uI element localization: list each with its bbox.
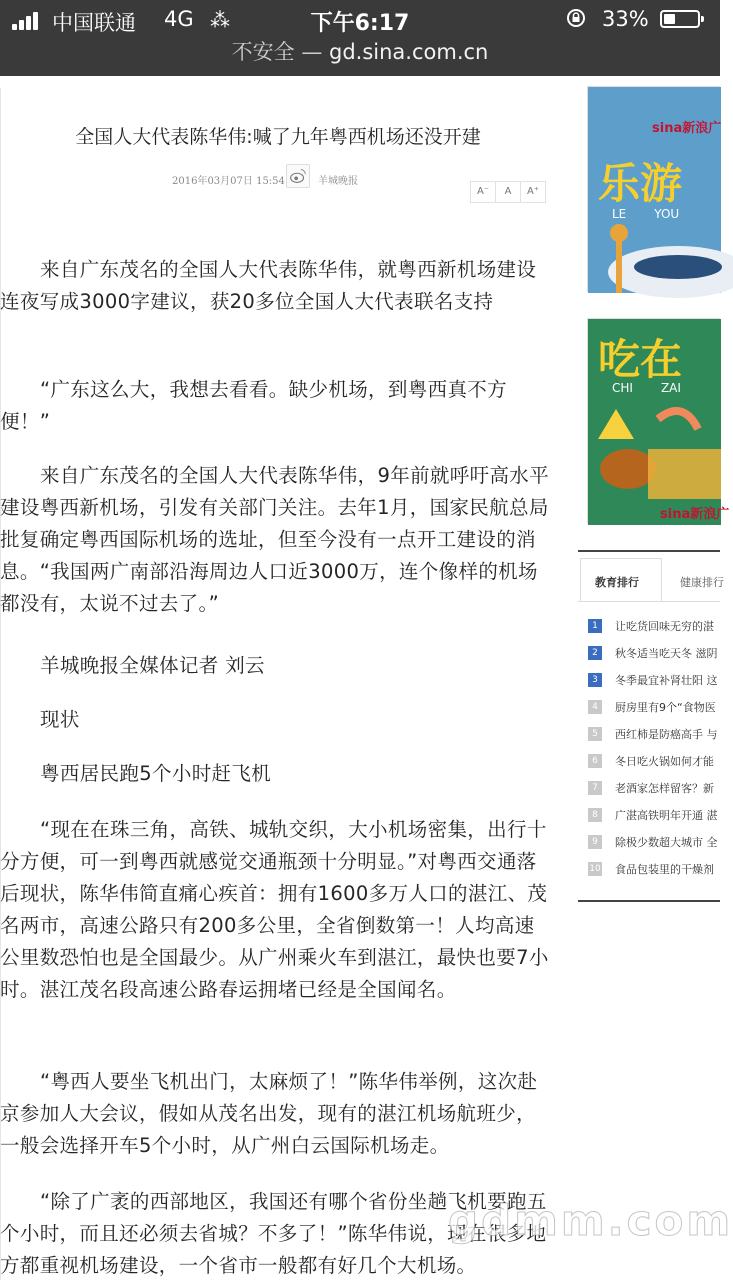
ranking-item[interactable]	[588, 803, 720, 829]
weibo-icon[interactable]	[286, 164, 310, 188]
ranking-item[interactable]	[588, 749, 720, 775]
signal-strength-icon	[12, 12, 46, 30]
rank-title-link[interactable]: 冬日吃火锅如何才能	[615, 755, 714, 768]
rank-title-link[interactable]: 秋冬适当吃天冬 滋阴	[615, 647, 718, 660]
subheading: 粤西居民跑5个小时赶飞机	[40, 762, 272, 785]
battery-icon	[660, 10, 700, 28]
sina-logo: sina新浪广	[660, 507, 730, 522]
article-headline: 全国人大代表陈华伟:喊了九年粤西机场还没开建	[75, 126, 481, 148]
rank-number: 7	[588, 781, 602, 795]
ranking-item[interactable]	[588, 830, 720, 856]
loading-spinner-icon: ⁂	[210, 8, 230, 32]
watermark: gdmm.com	[448, 1196, 733, 1245]
tab-health-ranking[interactable]: 健康排行	[680, 576, 724, 589]
rank-number: 3	[588, 673, 602, 687]
ranking-item[interactable]	[588, 614, 720, 640]
rank-title-link[interactable]: 广湛高铁明年开通 湛	[615, 809, 718, 822]
ranking-item[interactable]	[588, 857, 720, 883]
rank-title-link[interactable]: 老酒家怎样留客？新	[615, 782, 714, 795]
rank-number: 6	[588, 754, 602, 768]
ad-banner-chizai[interactable]	[587, 318, 730, 524]
rank-number: 5	[588, 727, 602, 741]
paragraph: “粤西人要坐飞机出门，太麻烦了！”陈华伟举例，这次赴京参加人大会议，假如从茂名出发，现有的湛江机场航班少，一般会选择开车5个小时，从广州白云国际机场走。	[0, 1070, 538, 1157]
font-size-controls	[471, 181, 546, 203]
paragraph: “现在在珠三角，高铁、城轨交织，大小机场密集，出行十分方便，可一到粤西就感觉交通瓶颈十分明显。”对粤西交通落后现状，陈华伟简直痛心疾首：拥有1600多万人口的湛江、茂名两市，高速公路只有200多公里，全省倒数第一！人均高速公里数恐怕也是全国最少。从广州乘火车到湛江，最快也要7小时。湛江茂名段高速公路春运拥堵已经是全国闻名。	[0, 818, 549, 1001]
pinyin-chi: CHI	[612, 381, 633, 395]
paragraph: “广东这么大，我想去看看。缺少机场，到粤西真不方便！”	[0, 378, 508, 433]
banner-title: 吃在	[598, 335, 683, 384]
rank-title-link[interactable]: 冬季最宜补肾壮阳 这	[615, 674, 718, 687]
paragraph: 来自广东茂名的全国人大代表陈华伟，9年前就呼吁高水平建设粤西新机场，引发有关部门关注。去年1月，国家民航总局批复确定粤西国际机场的选址，但至今没有一点开工建设的消息。“我国两广南部沿海周边人口近3000万，连个像样的机场都没有，太说不过去了。”	[0, 464, 550, 615]
ranking-tabs	[578, 552, 724, 602]
reporter-byline: 羊城晚报全媒体记者 刘云	[40, 654, 265, 677]
font-default-button[interactable]: A	[495, 181, 521, 203]
banner-pinyin	[612, 207, 707, 221]
address-bar[interactable]	[0, 40, 720, 76]
ranking-item[interactable]	[588, 668, 720, 694]
sina-logo: sina新浪广	[652, 121, 722, 136]
ranking-item[interactable]	[588, 722, 720, 748]
paragraph: “除了广袤的西部地区，我国还有哪个省份坐趟飞机要跑五个小时，而且还必须去省城？不多了！”陈华伟说，现在很多地方都重视机场建设，一个省市一般都有好几个大机场。	[0, 1190, 547, 1277]
font-increase-button[interactable]: A⁺	[520, 181, 546, 203]
rank-title-link[interactable]: 厨房里有9个“食物医	[615, 701, 716, 714]
article-source[interactable]: 羊城晚报	[318, 176, 358, 187]
rank-title-link[interactable]: 让吃货回味无穷的湛	[615, 620, 714, 633]
paragraph: 来自广东茂名的全国人大代表陈华伟，就粤西新机场建设连夜写成3000字建议，获20多位全国人大代表联名支持	[0, 258, 537, 313]
rank-number: 8	[588, 808, 602, 822]
pinyin-you: YOU	[654, 207, 680, 221]
rank-number: 9	[588, 835, 602, 849]
pinyin-zai: ZAI	[660, 381, 681, 395]
ad-banner-leyou[interactable]	[587, 86, 720, 292]
section-heading: 现状	[40, 708, 80, 731]
font-decrease-button[interactable]: A⁻	[470, 181, 496, 203]
banner-title: 乐游	[598, 159, 683, 208]
ranking-item[interactable]	[588, 695, 720, 721]
pinyin-le: LE	[612, 207, 627, 221]
tab-underline	[578, 601, 720, 602]
rank-number: 10	[589, 864, 601, 874]
rank-number: 2	[588, 646, 602, 660]
status-bar	[0, 0, 720, 40]
carrier-name: 中国联通	[52, 11, 136, 35]
url-domain: gd.sina.com.cn	[329, 40, 489, 64]
ranking-item[interactable]	[588, 776, 720, 802]
security-warning: 不安全 —	[231, 40, 329, 64]
network-type: 4G	[164, 7, 194, 31]
rotation-lock-icon	[566, 8, 586, 28]
banner-pinyin	[612, 381, 709, 395]
rank-title-link[interactable]: 食品包装里的干燥剂	[615, 863, 714, 876]
rank-title-link[interactable]: 除极少数超大城市 全	[615, 836, 718, 849]
ranking-item[interactable]	[588, 641, 720, 667]
rank-number: 1	[588, 619, 602, 633]
article	[0, 84, 556, 1280]
clock: 下午6:17	[310, 11, 410, 36]
tab-education-ranking[interactable]: 教育排行	[595, 576, 639, 589]
rank-number: 4	[588, 700, 602, 714]
ranking-bottom-divider	[578, 900, 720, 902]
publish-date: 2016年03月07日 15:54	[172, 176, 285, 187]
rank-title-link[interactable]: 西红柿是防癌高手 与	[615, 728, 718, 741]
battery-percent: 33%	[602, 7, 649, 31]
